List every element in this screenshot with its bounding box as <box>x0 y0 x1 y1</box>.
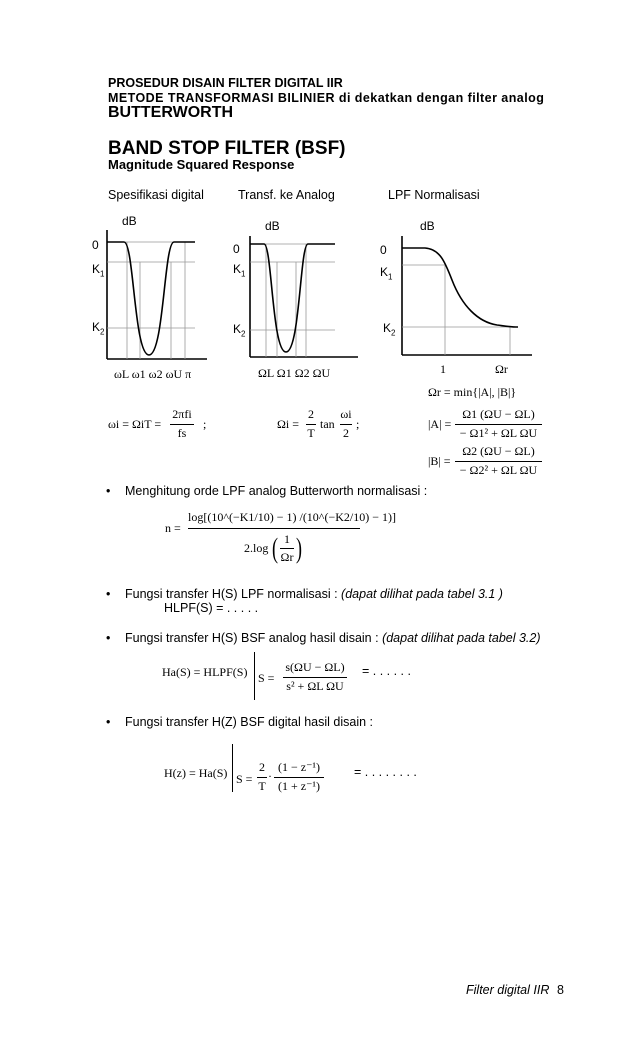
bullet-2-ref: (dapat dilihat pada tabel 3.1 ) <box>341 587 503 601</box>
plot2-zero: 0 <box>233 242 240 256</box>
Omi-frac-numerator: 2 <box>308 407 314 421</box>
plot3-x-r: Ωr <box>495 362 508 376</box>
plot2-k1: $K_1$ <box>233 262 246 279</box>
n-numerator: log[(10^(−K1/10) − 1) /(10^(−K2/10) − 1)] <box>188 510 396 524</box>
bullet-4-text: Fungsi transfer H(Z) BSF digital hasil disain : <box>125 715 374 729</box>
Omi-w-denominator: 2 <box>343 426 349 440</box>
ha-eq-S: S = <box>258 671 275 685</box>
B-numerator: Ω2 (ΩU − ΩL) <box>462 444 535 458</box>
hz-eq-S: S = <box>236 772 253 786</box>
n-den-denominator: Ωr <box>280 550 294 564</box>
Omi-frac-denominator: T <box>307 426 315 440</box>
hz-eq-f2-numerator: (1 − z⁻¹) <box>277 760 321 774</box>
n-fraction-bar <box>188 528 360 529</box>
hz-eq-f1-denominator: T <box>258 779 266 793</box>
B-lhs: |B| = <box>428 454 451 468</box>
Omi-semicolon: ; <box>356 417 360 431</box>
wi-numerator: 2πfi <box>172 407 192 421</box>
plot1-x-labels: ωL ω1 ω2 ωU π <box>114 367 192 381</box>
section-subtitle: Magnitude Squared Response <box>108 157 295 172</box>
plot3-ylabel: dB <box>420 219 435 233</box>
wi-lhs: ωi = ΩiT = <box>108 417 162 431</box>
bullet-3-dot: • <box>106 631 111 645</box>
Omi-tan: tan <box>320 417 335 431</box>
bullet-3-ref: (dapat dilihat pada tabel 3.2) <box>382 631 541 645</box>
ha-eq-eval-bar <box>254 652 255 700</box>
header-line-1: PROSEDUR DISAIN FILTER DIGITAL IIR <box>108 76 343 90</box>
ha-eq-numerator: s(ΩU − ΩL) <box>285 660 345 674</box>
Omi-lhs: Ωi = <box>277 417 300 431</box>
hz-eq-rhs: = . . . . . . . . <box>354 765 417 779</box>
footer-label: Filter digital IIR <box>466 983 550 997</box>
hz-eq-f1-bar <box>257 777 267 778</box>
bullet-1-text: Menghitung orde LPF analog Butterworth normalisasi : <box>125 484 428 498</box>
hz-eq-f2-denominator: (1 + z⁻¹) <box>277 779 321 793</box>
A-denominator: − Ω1² + ΩL ΩU <box>459 426 538 440</box>
bullet-3-text: Fungsi transfer H(S) BSF analog hasil disain : (dapat dilihat pada tabel 3.2) <box>125 631 541 645</box>
bullet-2-line2: HLPF(S) = . . . . . <box>164 601 259 615</box>
B-denominator: − Ω2² + ΩL ΩU <box>459 463 538 477</box>
plot2-x-labels: ΩL Ω1 Ω2 ΩU <box>258 366 331 380</box>
bullet-1-dot: • <box>106 484 111 498</box>
plot-caption-digital: Spesifikasi digital <box>108 188 204 202</box>
omega-r-min-formula: Ωr = min{|A|, |B|} <box>428 385 517 399</box>
bullet-2-text: Fungsi transfer H(S) LPF normalisasi : (dapat dilihat pada tabel 3.1 ) <box>125 587 503 601</box>
n-den-rparen: ) <box>296 532 302 564</box>
plot-caption-lpf: LPF Normalisasi <box>388 188 480 202</box>
A-lhs: |A| = <box>428 417 452 431</box>
plot-caption-analog: Transf. ke Analog <box>238 188 335 202</box>
plot3-response-curve <box>402 248 518 327</box>
hz-eq-f2-bar <box>274 777 324 778</box>
n-den-bar <box>280 548 294 549</box>
plot2-ylabel: dB <box>265 219 280 233</box>
plot2-k2: $K_2$ <box>233 322 246 339</box>
plot1-zero: 0 <box>92 238 99 252</box>
hz-eq-lhs: H(z) = Ha(S) <box>164 766 228 780</box>
Omi-w-bar <box>340 424 352 425</box>
header-line-3: BUTTERWORTH <box>108 104 234 121</box>
bullet-4-dot: • <box>106 715 111 729</box>
header-line-2: METODE TRANSFORMASI BILINIER di dekatkan dengan filter analog <box>108 91 545 105</box>
hz-eq-dot: · <box>268 769 272 783</box>
plot1-k1: $K_1$ <box>92 262 105 279</box>
plot3-zero: 0 <box>380 243 387 257</box>
wi-semicolon: ; <box>203 417 207 431</box>
hz-eq-f1-numerator: 2 <box>259 760 265 774</box>
Omi-w-numerator: ωi <box>340 407 352 421</box>
ha-eq-fraction-bar <box>283 677 347 678</box>
Omi-frac-bar <box>306 424 316 425</box>
wi-fraction-bar <box>170 424 194 425</box>
plot3-x-one: 1 <box>440 362 446 376</box>
plot1-ylabel: dB <box>122 214 137 228</box>
plot3-k2: $K_2$ <box>383 321 396 338</box>
ha-eq-denominator: s² + ΩL ΩU <box>286 679 344 693</box>
section-title: BAND STOP FILTER (BSF) <box>108 138 346 159</box>
hz-eq-eval-bar <box>232 744 233 792</box>
footer-page-number: 8 <box>557 983 564 997</box>
n-den-log: 2.log <box>244 541 269 555</box>
wi-denominator: fs <box>177 426 187 440</box>
n-lhs: n = <box>165 521 181 535</box>
plot3-k1: $K_1$ <box>380 265 393 282</box>
bullet-2-dot: • <box>106 587 111 601</box>
n-den-lparen: ( <box>272 532 278 564</box>
ha-eq-lhs: Ha(S) = HLPF(S) <box>162 665 248 679</box>
A-fraction-bar <box>455 424 542 425</box>
B-fraction-bar <box>455 461 542 462</box>
n-den-numerator: 1 <box>284 532 290 546</box>
A-numerator: Ω1 (ΩU − ΩL) <box>462 407 535 421</box>
plot1-k2: $K_2$ <box>92 320 105 337</box>
plot3-graph <box>0 0 638 400</box>
ha-eq-rhs: = . . . . . . <box>362 664 411 678</box>
